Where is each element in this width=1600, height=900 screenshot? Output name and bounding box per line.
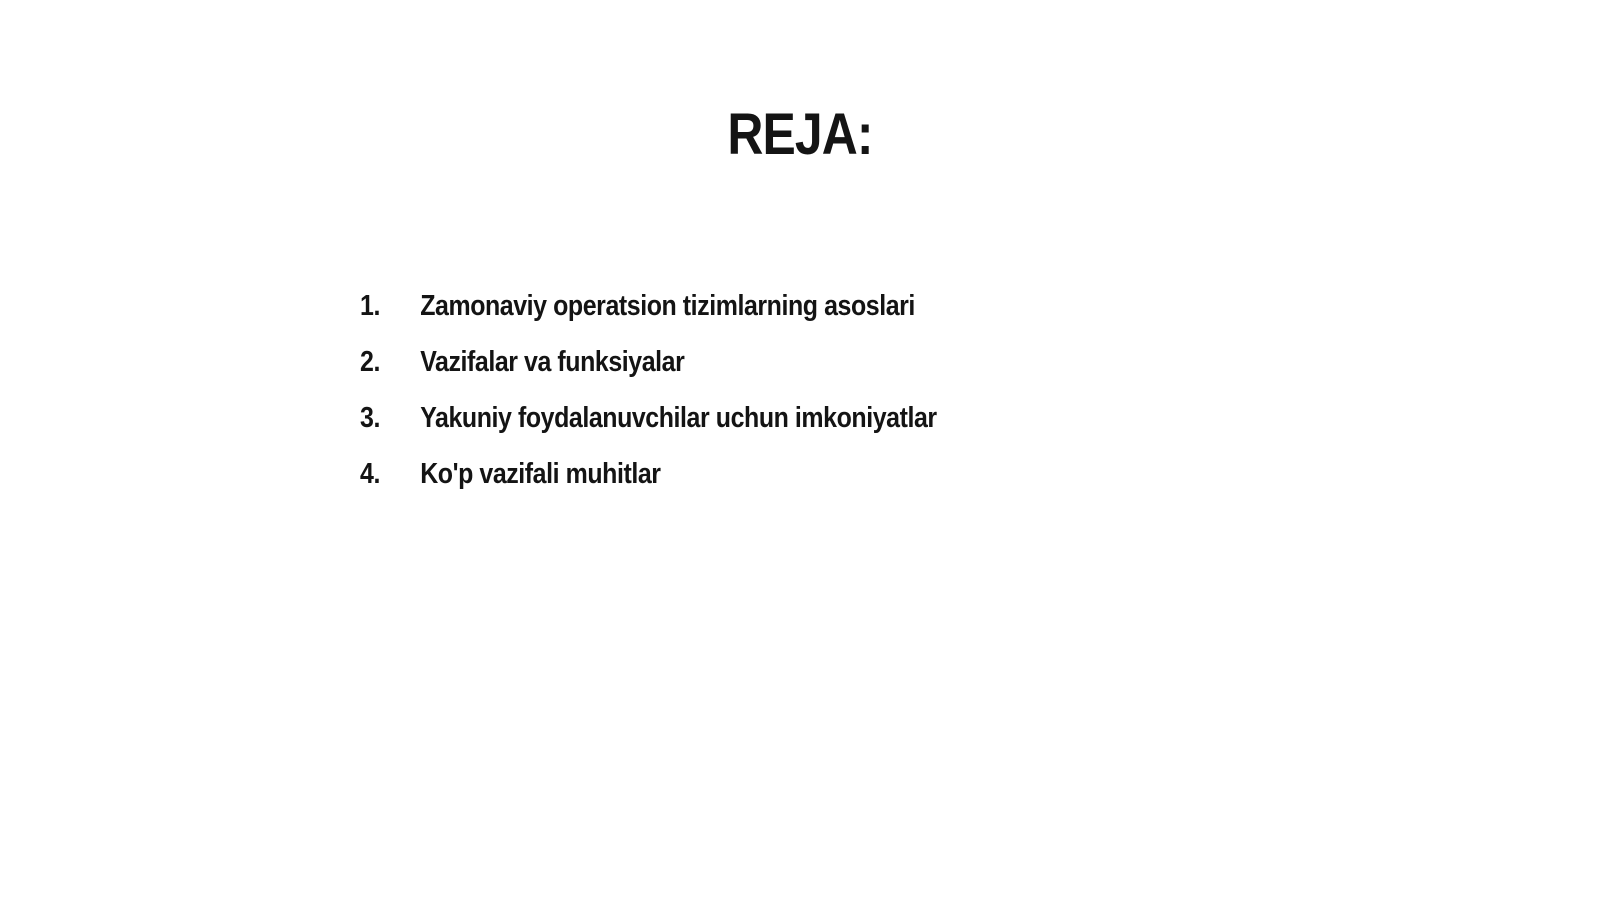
list-item-text: Yakuniy foydalanuvchilar uchun imkoniyatlar bbox=[420, 402, 937, 434]
outline-list bbox=[360, 290, 1031, 514]
list-item-text: Zamonaviy operatsion tizimlarning asoslari bbox=[420, 290, 915, 322]
list-item-number: 2. bbox=[360, 346, 380, 378]
list-item bbox=[360, 290, 937, 346]
slide-title: REJA: bbox=[727, 102, 873, 167]
list-item bbox=[360, 458, 937, 514]
list-item-number: 4. bbox=[360, 458, 380, 490]
list-item-text: Ko'p vazifali muhitlar bbox=[420, 458, 661, 490]
list-item-number: 1. bbox=[360, 290, 380, 322]
list-item-text: Vazifalar va funksiyalar bbox=[420, 346, 685, 378]
list-item-number: 3. bbox=[360, 402, 380, 434]
list-item bbox=[360, 402, 937, 458]
list-item bbox=[360, 346, 937, 402]
